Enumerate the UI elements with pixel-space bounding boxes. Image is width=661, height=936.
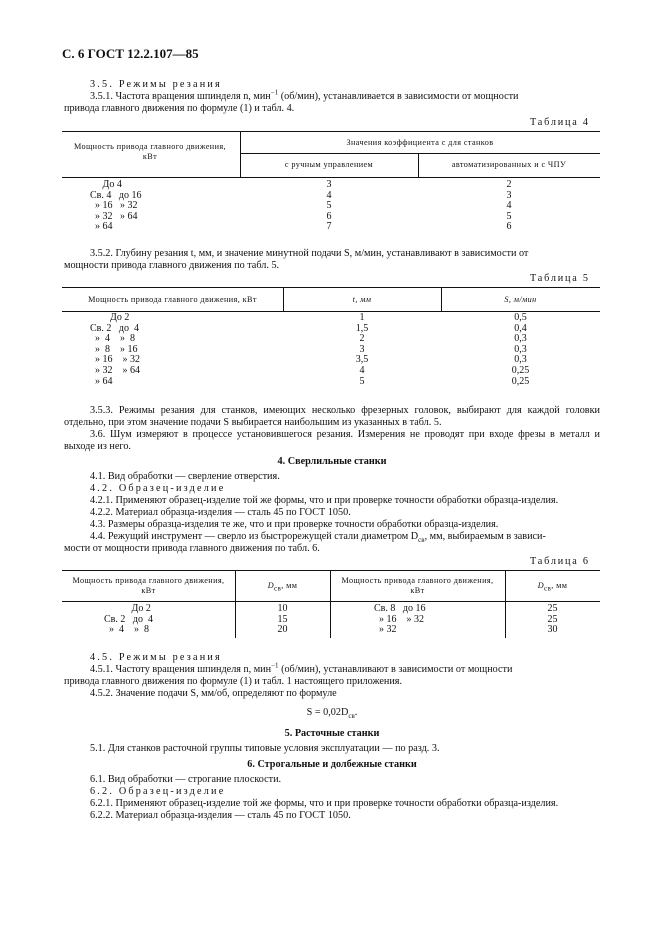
table6-vrule-2 — [330, 570, 331, 638]
section-4-title: 4. Сверлильные станки — [277, 456, 387, 467]
table5-top-rule — [62, 287, 600, 288]
table5-head-power: Мощность привода главного движения, кВт — [88, 295, 257, 304]
para-3-5-2-line2: мощности привода главного движения по табл. 5. — [64, 260, 280, 271]
table5-head-s: S, м/мин — [504, 295, 537, 304]
para-4-2-2: 4.2.2. Материал образца-изделия — сталь 45 по ГОСТ 1050. — [90, 507, 351, 518]
section-5-title: 5. Расточные станки — [284, 728, 380, 739]
para-6-2-1: 6.2.1. Применяют образец-изделие той же формы, что и при проверке точности обработки образца-изделия. — [90, 798, 559, 809]
para-4-5-2: 4.5.2. Значение подачи S, мм/об, определяют по формуле — [90, 688, 337, 699]
table6-caption: Таблица 6 — [530, 556, 590, 567]
para-4-4-line2: мости от мощности привода главного движения по табл. 6. — [64, 543, 320, 554]
table5-s-col: 0,5 0,4 0,3 0,3 0,3 0,25 0,25 — [511, 312, 530, 387]
table6-top-rule — [62, 570, 600, 571]
section-6-title: 6. Строгальные и долбежные станки — [247, 759, 417, 770]
table4-mid-rule — [240, 153, 600, 154]
table5-power-col: До 2 Св. 2 до 4 » 4 » 8 » 8 » 16 » 16 » 32 » 32 » 64 » 64 — [90, 312, 140, 387]
table6-head-power-1: Мощность привода главного движения, кВт — [72, 576, 225, 595]
para-4-2: 4.2. Образец-изделие — [90, 483, 226, 494]
para-6-1: 6.1. Вид обработки — строгание плоскости. — [90, 774, 282, 785]
para-6-2-2: 6.2.2. Материал образца-изделия — сталь 45 по ГОСТ 1050. — [90, 810, 351, 821]
para-3-5-3: 3.5.3. Режимы резания для станков, имеющих несколько фрезерных головок, выбирают для каждой головки отдельно, при этом значение подачи S выбирается наибольшим из указанных в табл. 5. — [64, 405, 600, 428]
table6-head-d-1: $D_{св}$, мм — [267, 581, 298, 593]
table4-head-power: Мощность привода главного движения, кВт — [74, 142, 226, 161]
para-6-2: 6.2. Образец-изделие — [90, 786, 226, 797]
table5-t-col: 1 1,5 2 3 3,5 4 5 — [355, 312, 369, 387]
para-3-6: 3.6. Шум измеряют в процессе установившегося резания. Измерения не проводят при входе фрезы в металл и выходе из него. — [64, 429, 600, 452]
section-3-5-title: 3.5. Режимы резания — [90, 79, 222, 90]
para-3-5-2-line1: 3.5.2. Глубину резания t, мм, и значение минутной подачи S, м/мин, устанавливают в зависимости от — [90, 248, 529, 259]
table5-caption: Таблица 5 — [530, 273, 590, 284]
table4-top-rule — [62, 131, 600, 132]
formula-s: $S = 0,02D_{св}$. — [306, 707, 358, 721]
table4-head-auto: автоматизированных и с ЧПУ — [451, 160, 567, 169]
para-3-5-1-line1: 3.5.1. Частота вращения шпинделя n, мин$^{-1}$ (об/мин), устанавливается в зависимости от мощности — [90, 88, 519, 102]
table4-power-col: До 4 Св. 4 до 16 » 16 » 32 » 32 » 64 » 64 — [90, 179, 142, 233]
para-4-3: 4.3. Размеры образца-изделия те же, что и при проверке точности обработки образца-изделия. — [90, 519, 499, 530]
table6-head-rule — [62, 601, 600, 602]
table6-power-col-1: До 2 Св. 2 до 4 » 4 » 8 — [104, 603, 153, 636]
table6-head-power-2: Мощность привода главного движения, кВт — [341, 576, 494, 595]
page-header: С. 6 ГОСТ 12.2.107—85 — [62, 46, 199, 61]
para-4-5-1-line2: привода главного движения по формуле (1) и табл. 1 настоящего приложения. — [64, 676, 403, 687]
para-4-5-1-line1: 4.5.1. Частоту вращения шпинделя n, мин$^{-1}$ (об/мин), устанавливают в зависимости от мощности — [90, 661, 513, 675]
para-4-4-line1: 4.4. Режущий инструмент — сверло из быстрорежущей стали диаметром $D_{св}$, мм, выбираемым в зависи- — [90, 531, 546, 545]
section-4-5-title: 4.5. Режимы резания — [90, 652, 222, 663]
para-4-1: 4.1. Вид обработки — сверление отверстия. — [90, 471, 280, 482]
table4-head-manual: с ручным управлением — [284, 160, 374, 169]
table6-power-col-2: Св. 8 до 16 » 16 » 32 » 32 — [374, 603, 426, 636]
table6-d-col-1: 10 15 20 — [277, 603, 288, 636]
table6-head-d-2: $D_{св}$, мм — [537, 581, 568, 593]
table6-d-col-2: 25 25 30 — [547, 603, 558, 636]
para-3-5-1-line2: привода главного движения по формуле (1) и табл. 4. — [64, 103, 295, 114]
table4-caption: Таблица 4 — [530, 117, 590, 128]
para-4-2-1: 4.2.1. Применяют образец-изделие той же формы, что и при проверке точности обработки образца-изделия. — [90, 495, 559, 506]
table4-head-rule — [62, 177, 600, 178]
table4-head-group: Значения коэффициента c для станков — [346, 138, 494, 147]
table5-head-t: t, мм — [352, 295, 372, 304]
table4-auto-col: 2 3 4 5 6 — [506, 179, 512, 233]
para-5-1: 5.1. Для станков расточной группы типовые условия эксплуатации — по разд. 3. — [90, 743, 440, 754]
table4-manual-col: 3 4 5 6 7 — [326, 179, 332, 233]
